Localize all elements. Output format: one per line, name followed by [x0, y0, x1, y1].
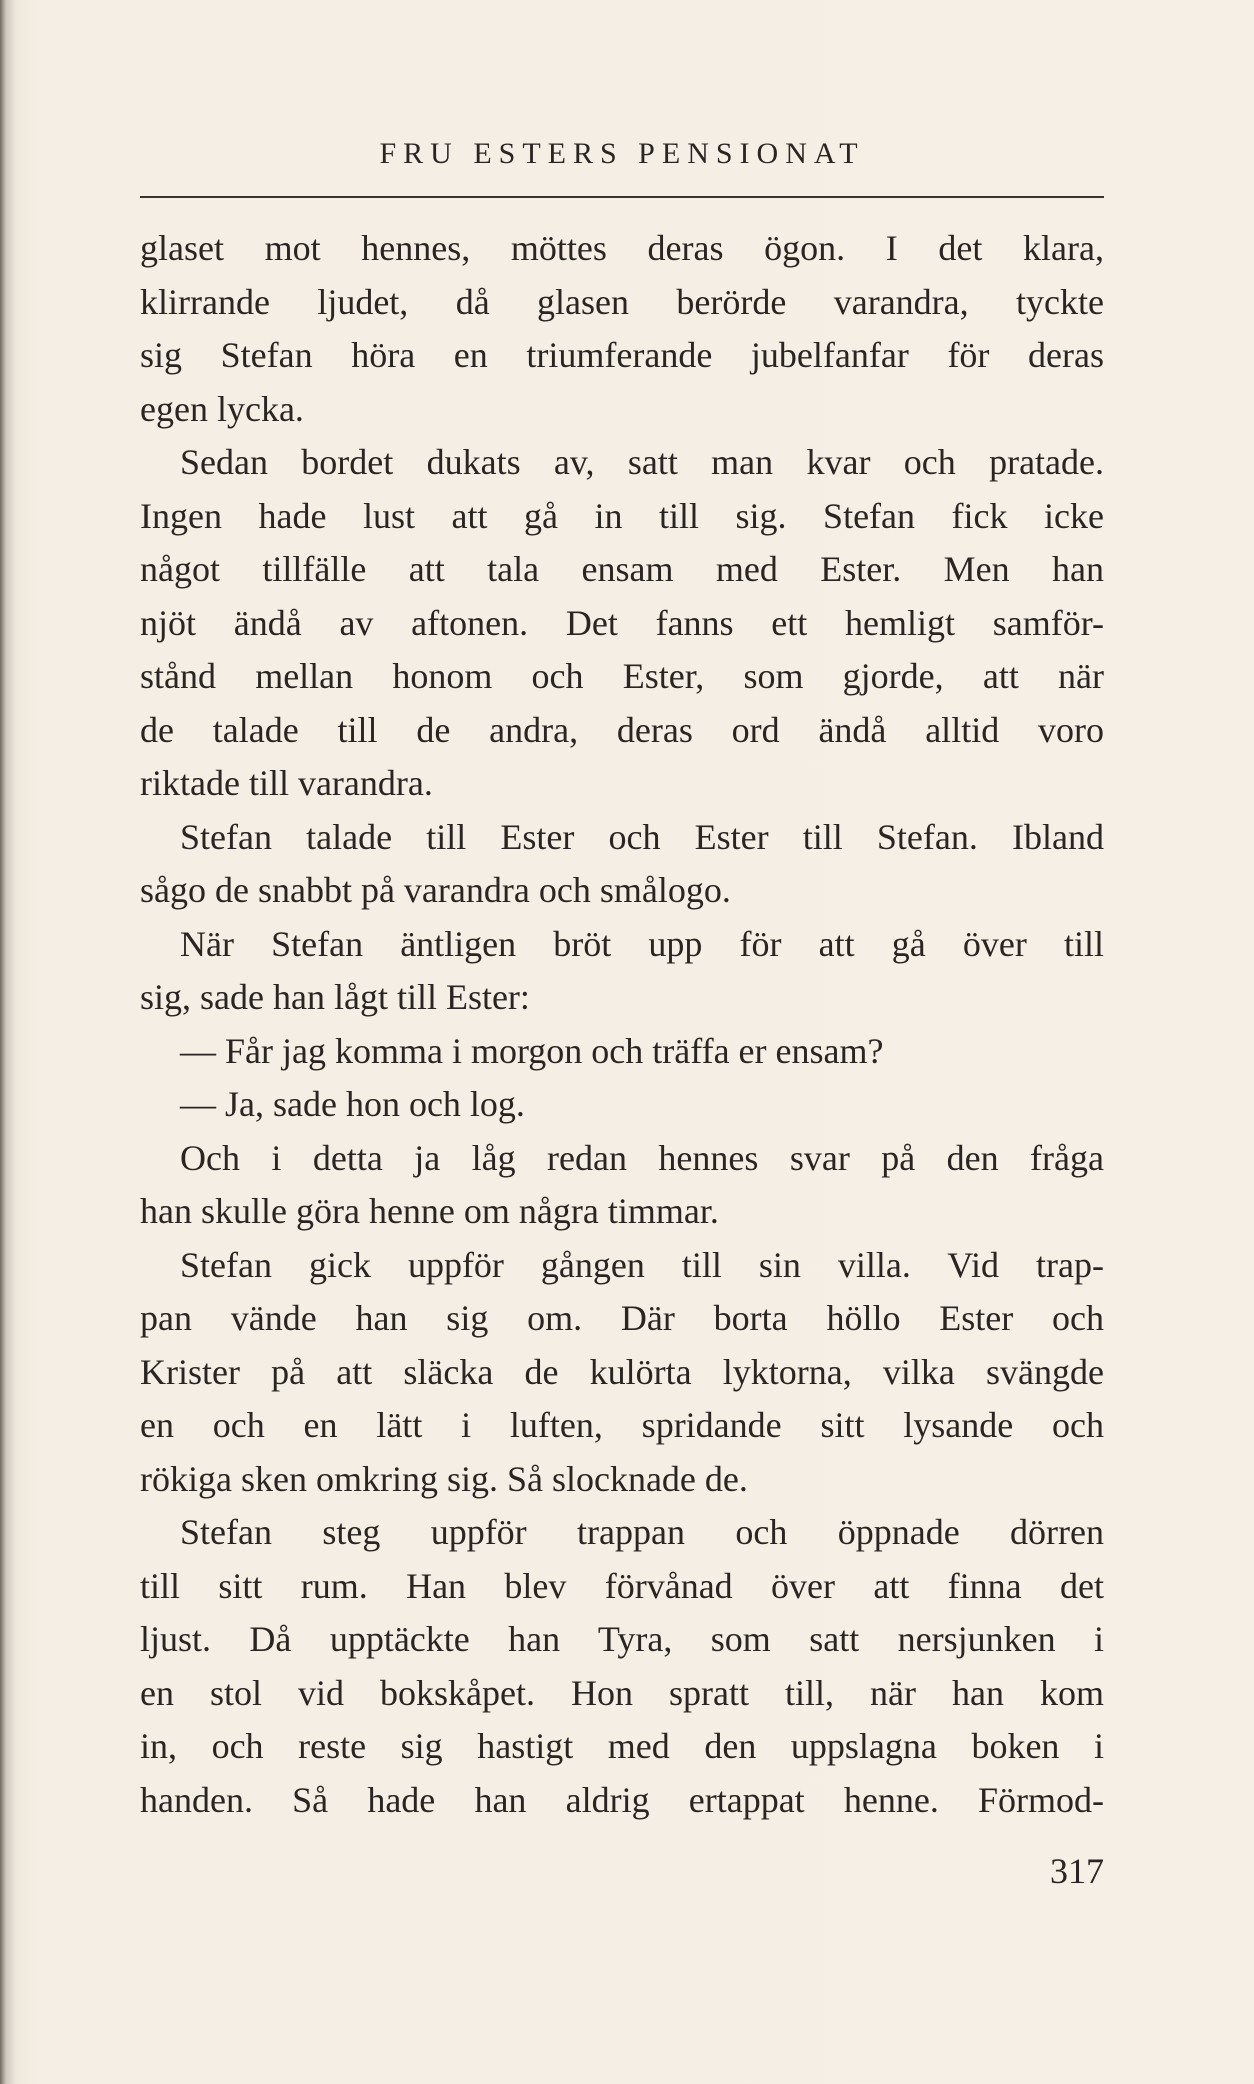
text-line: Stefan talade till Ester och Ester till Stefan. Ibland	[180, 816, 1104, 857]
text-line: in, och reste sig hastigt med den uppslagna boken i	[140, 1726, 1104, 1766]
text-line: en stol vid bokskåpet. Hon spratt till, när han kom	[140, 1672, 1104, 1713]
text-line: handen. Så hade han aldrig ertappat henne. Förmod-	[140, 1779, 1104, 1820]
text-line: ljust. Då upptäckte han Tyra, som satt nersjunken i	[140, 1619, 1104, 1659]
text-line: glaset mot hennes, möttes deras ögon. I det klara,	[140, 228, 1104, 268]
text-line: sig Stefan höra en triumferande jubelfanfar för deras	[140, 335, 1104, 375]
text-line: till sitt rum. Han blev förvånad över att finna det	[140, 1565, 1104, 1606]
text-line: — Får jag komma i morgon och träffa er ensam?	[180, 1030, 884, 1071]
text-line: en och en lätt i luften, spridande sitt lysande och	[140, 1405, 1104, 1445]
text-line: han skulle göra henne om några timmar.	[140, 1191, 719, 1231]
text-line: något tillfälle att tala ensam med Ester. Men han	[140, 549, 1104, 589]
text-line: de talade till de andra, deras ord ändå alltid voro	[140, 709, 1104, 750]
text-line: Sedan bordet dukats av, satt man kvar och pratade.	[180, 442, 1104, 482]
text-line: När Stefan äntligen bröt upp för att gå över till	[180, 923, 1104, 964]
text-line: sig, sade han lågt till Ester:	[140, 977, 530, 1017]
text-line: njöt ändå av aftonen. Det fanns ett hemligt samför-	[140, 602, 1104, 643]
header-rule	[140, 196, 1104, 198]
text-line: stånd mellan honom och Ester, som gjorde, att när	[140, 656, 1104, 696]
running-head: FRU ESTERS PENSIONAT	[379, 137, 865, 170]
text-line: Krister på att släcka de kulörta lyktorna, vilka svängde	[140, 1351, 1104, 1392]
text-line: riktade till varandra.	[140, 763, 433, 803]
page-number: 317	[1050, 1851, 1104, 1891]
text-line: Ingen hade lust att gå in till sig. Stefan fick icke	[140, 495, 1104, 536]
text-line: sågo de snabbt på varandra och smålogo.	[140, 870, 731, 910]
text-line: pan vände han sig om. Där borta höllo Ester och	[140, 1298, 1104, 1338]
text-line: — Ja, sade hon och log.	[180, 1084, 525, 1124]
body-text	[140, 222, 1104, 1827]
text-line: Och i detta ja låg redan hennes svar på den fråga	[180, 1137, 1104, 1178]
text-line: egen lycka.	[140, 388, 304, 429]
text-line: Stefan steg uppför trappan och öppnade dörren	[180, 1512, 1104, 1552]
text-line: rökiga sken omkring sig. Så slocknade de.	[140, 1458, 748, 1499]
text-line: Stefan gick uppför gången till sin villa. Vid trap-	[180, 1244, 1104, 1285]
text-line: klirrande ljudet, då glasen berörde varandra, tyckte	[140, 281, 1104, 322]
